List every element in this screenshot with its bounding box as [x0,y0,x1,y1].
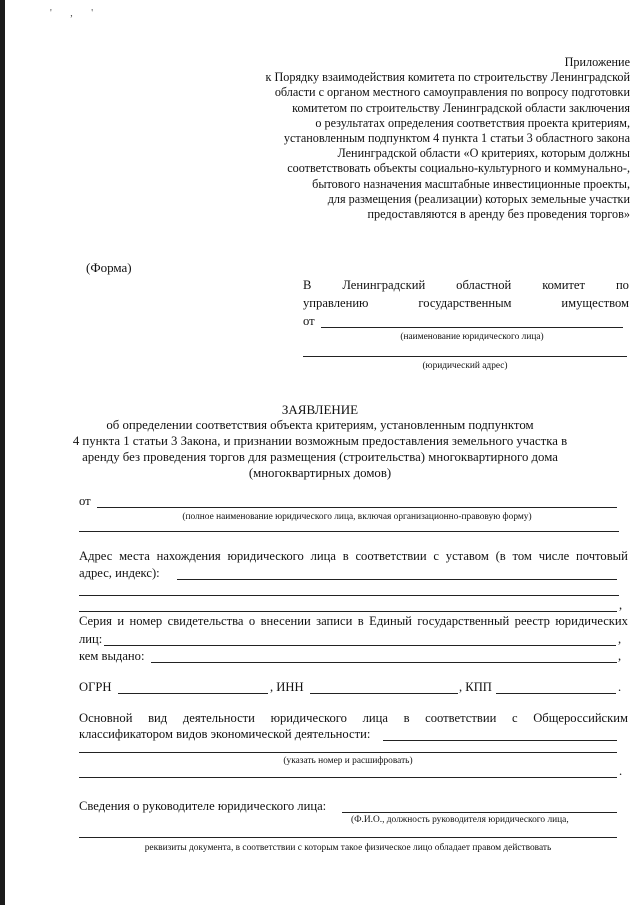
activity-word: вид [148,711,168,725]
kpp-period: . [618,680,622,694]
appendix-line: области с органом местного самоуправления по вопросу подготовки [274,85,630,100]
activity-word: Общероссийским [533,711,628,725]
inn-field[interactable] [310,693,458,694]
heading-line: (многоквартирных домов) [248,466,392,480]
activity-field[interactable] [383,740,617,741]
head-field-2[interactable] [79,837,617,838]
activity-word: деятельности [182,711,255,725]
scan-specks: ' , ' [50,8,102,19]
head-caption: (Ф.И.О., должность руководителя юридического лица, [351,815,569,825]
certificate-comma: , [618,632,622,646]
activity-word: в [403,711,410,725]
activity-period: . [619,764,623,778]
appendix-line: для размещения (реализации) которых земельные участки [327,191,630,206]
appendix-line: комитетом по строительству Ленинградской области заключения [292,100,630,115]
activity-line-1 [79,711,628,726]
address-word: (в [495,549,506,563]
address-field[interactable] [177,579,617,580]
certificate-word: юридических [555,614,628,628]
certificate-word: и [117,614,125,628]
certificate-word: записи [316,614,353,628]
activity-caption: (указать номер и расшифровать) [283,756,413,766]
full-name-field-2[interactable] [79,531,619,532]
address-word: Адрес [79,549,113,563]
addressee-line-2 [303,296,629,311]
org-name-caption: (наименование юридического лица) [400,332,544,342]
certificate-line-2-label: лиц: [79,632,103,646]
address-line-2-label: адрес, индекс): [79,566,160,580]
address-word: юридического [227,549,304,563]
issued-by-field[interactable] [151,662,617,663]
addressee-word: областной [456,278,512,292]
activity-word: с [511,711,518,725]
ogrn-field[interactable] [118,693,268,694]
address-field-3[interactable] [79,611,617,612]
addressee-line-1 [303,278,629,293]
activity-line-2: классификатором видов экономической деятельности: [79,727,371,741]
address-word: числе [538,549,570,563]
appendix-line: установленным подпунктом 4 пункта 1 статьи 3 областного закона [283,131,630,146]
address-comma: , [619,598,623,612]
addressee-word: комитет [542,278,586,292]
document-title: ЗАЯВЛЕНИЕ [281,402,359,417]
form-label: (Форма) [86,260,132,275]
activity-word: юридического [270,711,347,725]
address-word: том [512,549,532,563]
address-line-1 [79,549,628,564]
address-word: почтовый [576,549,628,563]
certificate-word: Серия [79,614,112,628]
appendix-line: к Порядку взаимодействия комитета по строительству Ленинградской [265,70,630,85]
kpp-label: , КПП [459,680,492,694]
address-word: лица [310,549,336,563]
addressee-word: по [615,278,629,292]
ogrn-label: ОГРН [79,680,112,694]
issued-by-label: кем выдано: [79,649,145,663]
certificate-word: номер [129,614,163,628]
addressee-word: В [303,278,312,292]
issued-by-comma: , [618,649,622,663]
activity-word: Основной [79,711,133,725]
certificate-word: Единый [369,614,412,628]
activity-word: соответствии [425,711,497,725]
from-label: от [79,494,91,508]
activity-word: лица [362,711,388,725]
addressee-from-label: от [303,314,315,328]
head-caption-2: реквизиты документа, в соответствии с которым такое физическое лицо обладает правом действовать [144,843,552,853]
heading-line: 4 пункта 1 статьи 3 Закона, и признании возможным предоставления земельного участка в [72,434,568,448]
certificate-word: в [357,614,364,628]
legal-address-field[interactable] [303,356,627,357]
appendix-line: Приложение [564,55,630,69]
address-field-2[interactable] [79,595,619,596]
appendix-line: соответствовать объекты социально-культурного и коммунально-, [287,161,630,176]
org-name-field[interactable] [321,327,623,328]
head-label: Сведения о руководителе юридического лица: [79,799,327,813]
addressee-word: государственным [418,296,512,310]
addressee-word: Ленинградский [342,278,426,292]
certificate-line-1 [79,614,628,629]
address-word: нахождения [156,549,221,563]
certificate-field[interactable] [104,645,616,646]
heading-line: аренду без проведения торгов для размещения (строительства) многоквартирного дома [82,450,558,464]
address-word: места [119,549,150,563]
appendix-line: Ленинградской области «О критериях, которым должны [337,146,630,161]
address-word: в [342,549,349,563]
kpp-field[interactable] [496,693,616,694]
inn-label: , ИНН [270,680,304,694]
certificate-word: реестр [514,614,550,628]
appendix-line: о результатах определения соответствия проекта критериям, [315,115,630,130]
certificate-word: внесении [260,614,311,628]
activity-field-3[interactable] [79,777,617,778]
address-word: уставом [445,549,489,563]
addressee-word: имуществом [561,296,629,310]
legal-address-caption: (юридический адрес) [422,361,508,371]
activity-field-2[interactable] [79,752,617,753]
full-name-caption: (полное наименование юридического лица, включая организационно-правовую форму) [182,512,532,522]
certificate-word: государственный [417,614,510,628]
certificate-word: свидетельства [167,614,244,628]
addressee-word: управлению [303,296,369,310]
full-name-field[interactable] [97,507,617,508]
heading-line: об определении соответствия объекта критериям, установленным подпунктом [106,418,534,432]
certificate-word: о [248,614,256,628]
address-word: соответствии [355,549,427,563]
appendix-line: бытового назначения масштабные инвестиционные проекты, [312,176,630,191]
appendix-line: предоставляются в аренду без проведения торгов» [367,207,630,222]
address-word: с [433,549,440,563]
appendix-header [210,55,630,222]
